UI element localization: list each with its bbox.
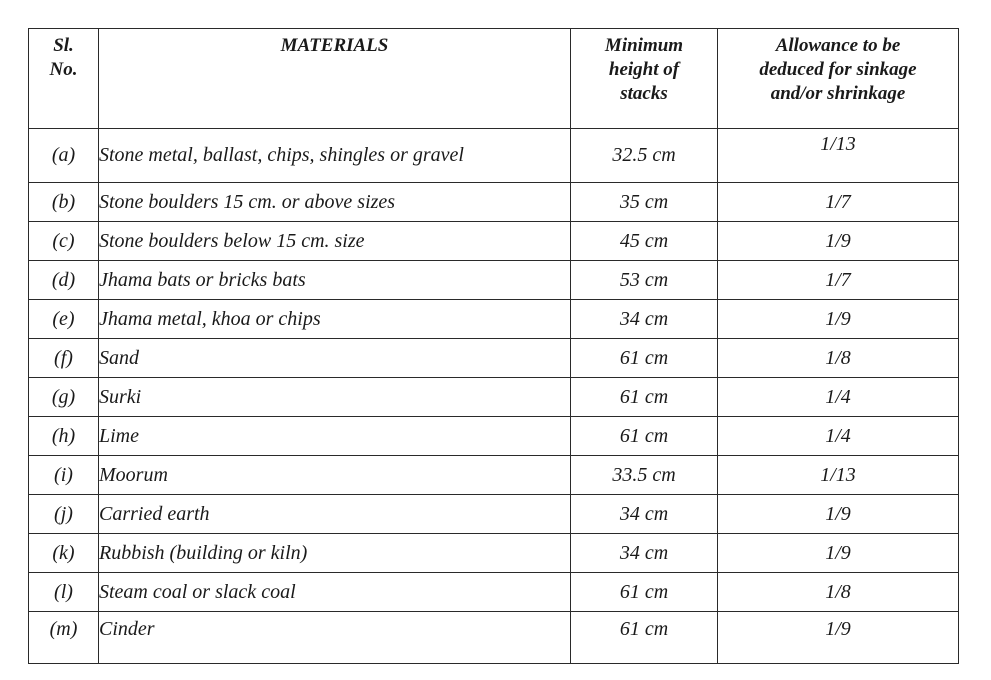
header-min-height-line1: Minimum	[604, 35, 684, 56]
cell-allowance: 1/7	[718, 183, 959, 222]
table-row	[29, 456, 959, 495]
cell-sl-no: (l)	[29, 573, 99, 612]
header-materials	[99, 29, 571, 129]
materials-stack-table	[28, 28, 959, 664]
cell-sl-no: (a)	[29, 129, 99, 183]
cell-sl-no: (i)	[29, 456, 99, 495]
cell-min-height: 34 cm	[571, 495, 718, 534]
header-materials-label: MATERIALS	[280, 35, 389, 56]
table-row	[29, 222, 959, 261]
header-min-height-line3: stacks	[620, 83, 668, 104]
cell-min-height: 34 cm	[571, 534, 718, 573]
cell-sl-no: (c)	[29, 222, 99, 261]
table-header	[29, 29, 959, 129]
header-min-height	[571, 29, 718, 129]
cell-allowance: 1/7	[718, 261, 959, 300]
cell-material: Moorum	[99, 456, 571, 495]
cell-min-height: 61 cm	[571, 573, 718, 612]
cell-material: Stone metal, ballast, chips, shingles or gravel	[99, 129, 571, 183]
cell-sl-no: (d)	[29, 261, 99, 300]
cell-material: Carried earth	[99, 495, 571, 534]
cell-material: Jhama bats or bricks bats	[99, 261, 571, 300]
cell-min-height: 32.5 cm	[571, 129, 718, 183]
cell-material: Stone boulders below 15 cm. size	[99, 222, 571, 261]
cell-sl-no: (m)	[29, 612, 99, 664]
table-row	[29, 612, 959, 664]
cell-allowance: 1/4	[718, 378, 959, 417]
header-sl-no-line1: Sl.	[53, 35, 74, 56]
cell-allowance: 1/13	[718, 456, 959, 495]
table-row	[29, 495, 959, 534]
cell-min-height: 61 cm	[571, 417, 718, 456]
table-row	[29, 261, 959, 300]
header-min-height-line2: height of	[608, 59, 680, 80]
cell-min-height: 45 cm	[571, 222, 718, 261]
table-row	[29, 417, 959, 456]
cell-allowance: 1/8	[718, 339, 959, 378]
cell-min-height: 61 cm	[571, 378, 718, 417]
cell-material: Jhama metal, khoa or chips	[99, 300, 571, 339]
cell-sl-no: (g)	[29, 378, 99, 417]
cell-material: Cinder	[99, 612, 571, 664]
cell-material: Stone boulders 15 cm. or above sizes	[99, 183, 571, 222]
table-body	[29, 129, 959, 664]
cell-sl-no: (j)	[29, 495, 99, 534]
cell-min-height: 53 cm	[571, 261, 718, 300]
cell-allowance: 1/9	[718, 222, 959, 261]
cell-min-height: 61 cm	[571, 339, 718, 378]
cell-min-height: 35 cm	[571, 183, 718, 222]
cell-min-height: 61 cm	[571, 612, 718, 664]
cell-allowance: 1/9	[718, 495, 959, 534]
cell-allowance: 1/9	[718, 534, 959, 573]
table-row	[29, 129, 959, 183]
table-row	[29, 339, 959, 378]
table-row	[29, 378, 959, 417]
cell-sl-no: (k)	[29, 534, 99, 573]
cell-sl-no: (f)	[29, 339, 99, 378]
table-row	[29, 534, 959, 573]
cell-material: Rubbish (building or kiln)	[99, 534, 571, 573]
cell-material: Lime	[99, 417, 571, 456]
header-allowance-line2: deduced for sinkage	[759, 59, 917, 80]
cell-allowance: 1/8	[718, 573, 959, 612]
header-sl-no	[29, 29, 99, 129]
cell-material: Steam coal or slack coal	[99, 573, 571, 612]
cell-allowance: 1/9	[718, 300, 959, 339]
header-row	[29, 29, 959, 129]
header-sl-no-line2: No.	[49, 59, 78, 80]
header-allowance-line1: Allowance to be	[775, 35, 901, 56]
cell-allowance: 1/13	[718, 129, 959, 183]
cell-allowance: 1/9	[718, 612, 959, 664]
header-allowance-line3: and/or shrinkage	[770, 83, 906, 104]
header-allowance	[718, 29, 959, 129]
cell-sl-no: (b)	[29, 183, 99, 222]
cell-min-height: 34 cm	[571, 300, 718, 339]
cell-sl-no: (h)	[29, 417, 99, 456]
table-row	[29, 183, 959, 222]
cell-material: Surki	[99, 378, 571, 417]
table-row	[29, 573, 959, 612]
cell-allowance: 1/4	[718, 417, 959, 456]
cell-min-height: 33.5 cm	[571, 456, 718, 495]
table-row	[29, 300, 959, 339]
cell-sl-no: (e)	[29, 300, 99, 339]
cell-material: Sand	[99, 339, 571, 378]
